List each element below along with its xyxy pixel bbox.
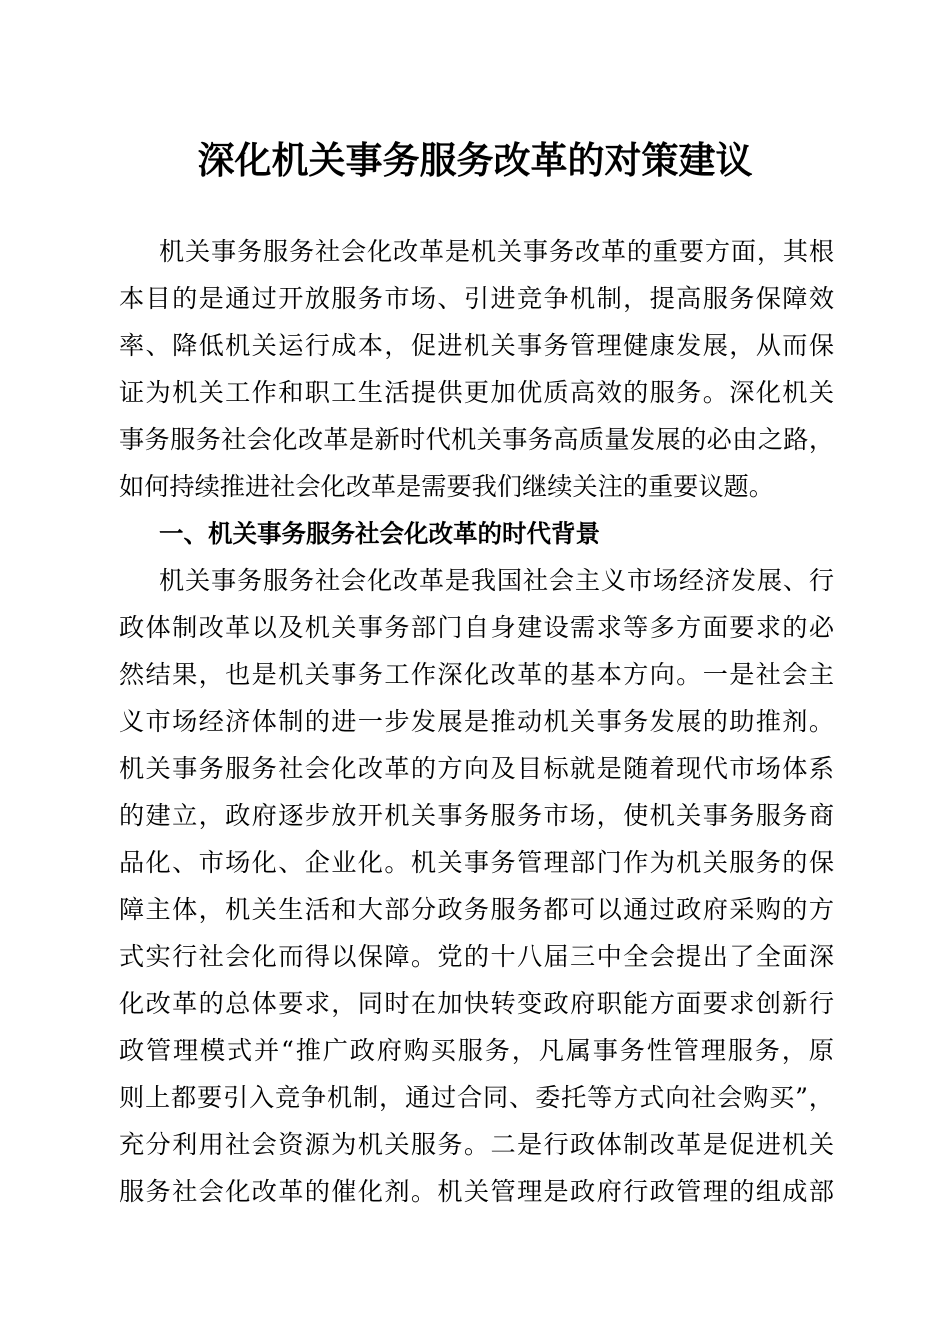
paragraph-line: 机关事务服务社会化改革的方向及目标就是随着现代市场体系: [119, 754, 834, 783]
section-heading: 一、机关事务服务社会化改革的时代背景: [159, 519, 600, 548]
paragraph-line: 服务社会化改革的催化剂。机关管理是政府行政管理的组成部: [119, 1177, 834, 1206]
paragraph-line: 如何持续推进社会化改革是需要我们继续关注的重要议题。: [119, 472, 774, 501]
paragraph-line: 证为机关工作和职工生活提供更加优质高效的服务。深化机关: [119, 378, 834, 407]
paragraph-line: 率、降低机关运行成本，促进机关事务管理健康发展，从而保: [119, 331, 834, 360]
document-title: 深化机关事务服务改革的对策建议: [197, 138, 753, 182]
paragraph-line: 化改革的总体要求，同时在加快转变政府职能方面要求创新行: [119, 989, 834, 1018]
paragraph-line: 然结果，也是机关事务工作深化改革的基本方向。一是社会主: [119, 660, 834, 689]
paragraph-line: 机关事务服务社会化改革是我国社会主义市场经济发展、行: [159, 566, 834, 595]
document-body: [119, 228, 834, 1215]
paragraph-line: 则上都要引入竞争机制，通过合同、委托等方式向社会购买”，: [119, 1083, 834, 1112]
paragraph-line: 本目的是通过开放服务市场、引进竞争机制，提高服务保障效: [119, 284, 834, 313]
paragraph-line: 的建立，政府逐步放开机关事务服务市场，使机关事务服务商: [119, 801, 834, 830]
paragraph-line: 政管理模式并“推广政府购买服务，凡属事务性管理服务，原: [119, 1036, 834, 1065]
paragraph-line: 式实行社会化而得以保障。党的十八届三中全会提出了全面深: [119, 942, 834, 971]
paragraph-line: 政体制改革以及机关事务部门自身建设需求等多方面要求的必: [119, 613, 834, 642]
paragraph-line: 障主体，机关生活和大部分政务服务都可以通过政府采购的方: [119, 895, 834, 924]
paragraph-line: 充分利用社会资源为机关服务。二是行政体制改革是促进机关: [119, 1130, 834, 1159]
paragraph-line: 品化、市场化、企业化。机关事务管理部门作为机关服务的保: [119, 848, 834, 877]
paragraph-line: 机关事务服务社会化改革是机关事务改革的重要方面，其根: [159, 237, 834, 266]
paragraph-line: 事务服务社会化改革是新时代机关事务高质量发展的必由之路，: [119, 425, 834, 454]
paragraph-line: 义市场经济体制的进一步发展是推动机关事务发展的助推剂。: [119, 707, 834, 736]
